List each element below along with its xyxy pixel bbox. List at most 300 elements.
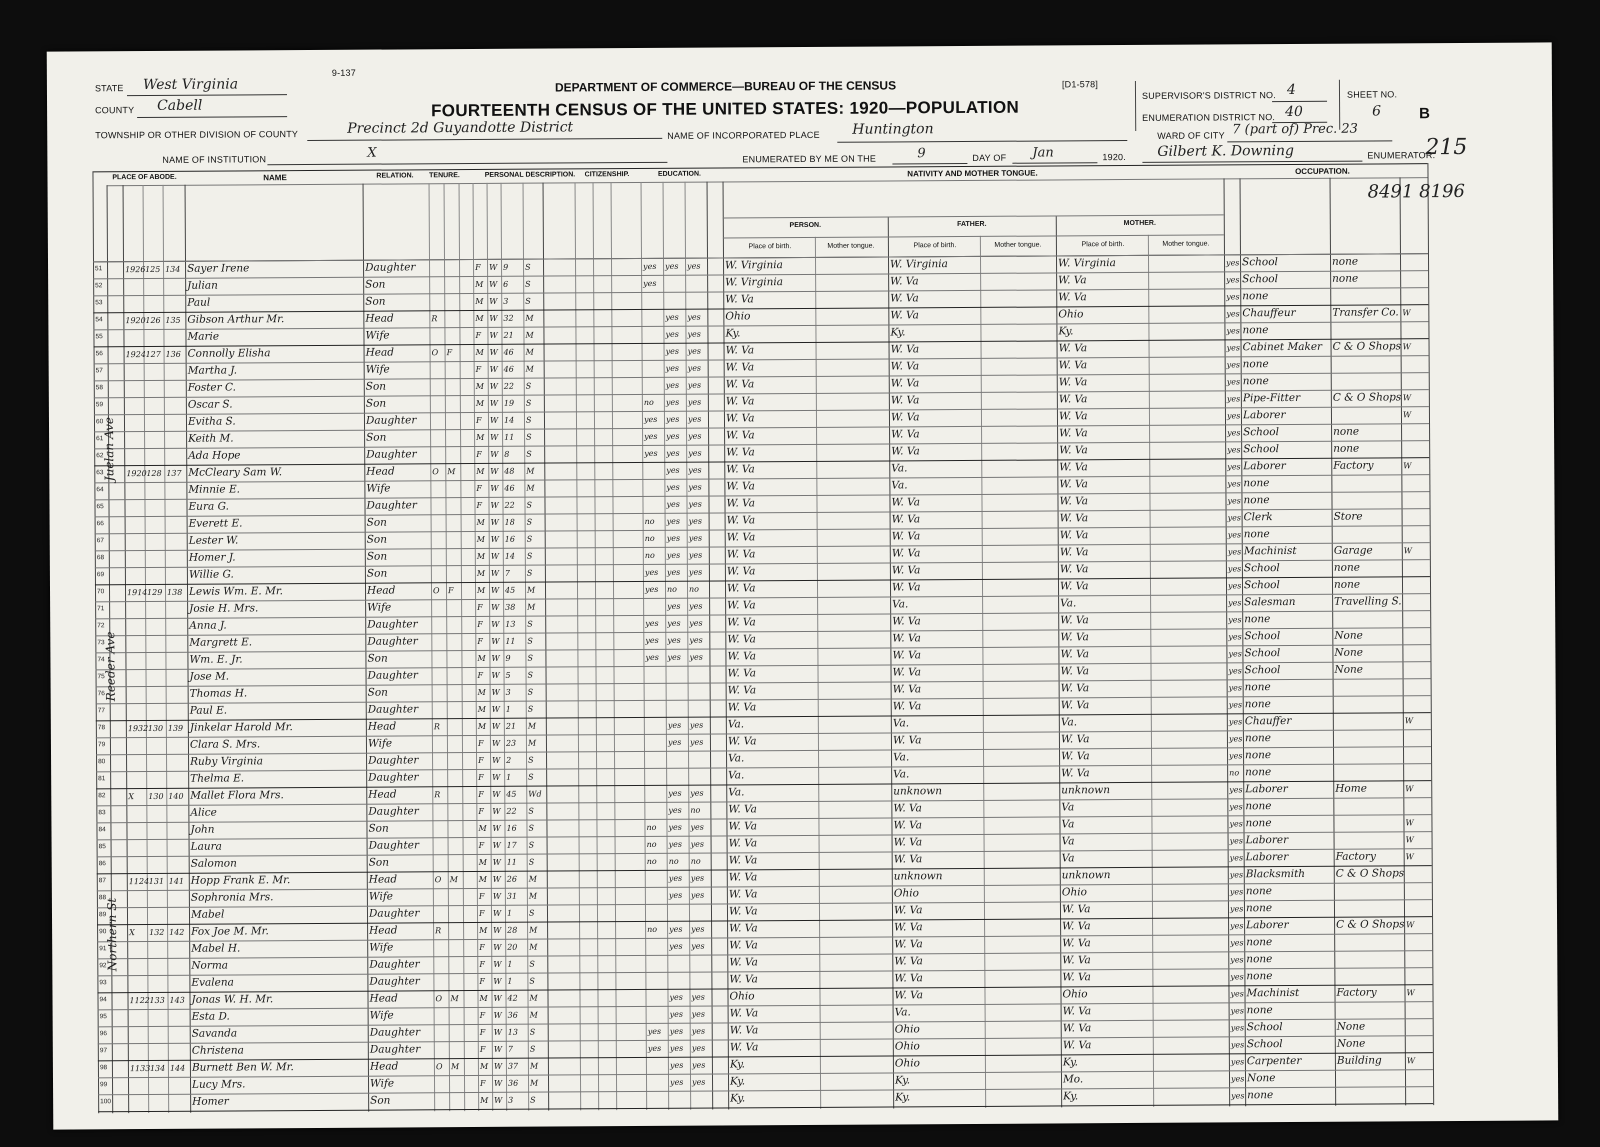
row-74-eng: yes: [1228, 649, 1242, 659]
row-74-mb: W. Va: [1060, 648, 1089, 661]
row-59-age: 19: [503, 398, 515, 408]
row-84-write: yes: [690, 822, 704, 832]
row-65-emp: [1403, 492, 1428, 507]
row-84-mar: S: [528, 823, 534, 833]
row-57-sch: [644, 361, 663, 376]
row-61-write: yes: [688, 431, 702, 441]
row-70-ind: none: [1333, 578, 1361, 591]
row-77-fb: W. Va: [892, 700, 922, 713]
row-86-mar: S: [528, 857, 535, 867]
row-80-dwell: [128, 755, 145, 770]
row-86-read: no: [668, 856, 679, 866]
row-97-fb: Ohio: [894, 1040, 920, 1053]
row-70-own: O: [432, 586, 440, 596]
row-65-pb: W. Va: [726, 497, 756, 510]
row-63-age: 48: [504, 466, 515, 476]
row-99-emp: [1407, 1070, 1432, 1085]
row-91-name: Mabel H.: [191, 942, 241, 955]
row-85-sex: F: [478, 840, 485, 850]
row-52-dwell: [125, 279, 142, 294]
row-85-rel: Daughter: [368, 839, 420, 852]
row-95-emp: [1407, 1002, 1432, 1017]
row-72-d: [147, 619, 164, 634]
row-60-eng: yes: [1226, 411, 1241, 421]
row-58-pb: W. Va: [725, 378, 755, 391]
row-90-sex: M: [479, 925, 488, 935]
row-63-n: 63: [96, 469, 104, 477]
row-92-pb: W. Va: [729, 956, 758, 969]
row-79-mort: [449, 736, 461, 751]
row-89-fb: W. Va: [893, 904, 923, 917]
row-83-trade: none: [1245, 800, 1272, 813]
row-78-sex: M: [477, 721, 487, 731]
row-92-dwell: [129, 959, 146, 974]
row-60-emp: W: [1402, 410, 1412, 420]
row-81-rel: Daughter: [368, 771, 419, 784]
row-73-trade: School: [1244, 630, 1281, 643]
township-underline: [307, 138, 662, 141]
row-100-emp: [1407, 1087, 1432, 1102]
row-74-write: yes: [689, 652, 703, 662]
row-81-pb: Va.: [728, 769, 745, 782]
row-71-f: [167, 602, 186, 617]
row-53-read: [665, 293, 684, 308]
row-74-mort: [448, 651, 460, 666]
row-67-emp: [1404, 526, 1429, 541]
row-85-fb: W. Va: [893, 836, 923, 849]
row-73-sex: F: [477, 636, 483, 646]
row-91-mort: [450, 940, 462, 955]
row-64-own: [432, 481, 444, 496]
row-70-eng: yes: [1227, 581, 1242, 591]
row-68-mar: S: [526, 551, 533, 561]
row-100-pb: Ky.: [730, 1092, 746, 1105]
row-75-trade: School: [1244, 664, 1281, 677]
row-92-write: [691, 956, 710, 971]
street-note-1: Juelan Ave: [101, 416, 117, 482]
row-90-trade: Laborer: [1246, 919, 1289, 932]
row-77-pb: W. Va: [727, 701, 757, 714]
row-67-n: 67: [96, 537, 104, 545]
row-77-dwell: [128, 704, 145, 719]
row-82-read: yes: [668, 788, 682, 798]
row-83-dwell: [128, 806, 145, 821]
sheet-value: 6: [1372, 103, 1382, 120]
form-code: [D1-578]: [1061, 79, 1099, 90]
row-84-pb: W. Va: [728, 820, 758, 833]
header-mother: MOTHER.: [1123, 219, 1156, 228]
row-59-write: yes: [687, 397, 702, 407]
row-93-pb: W. Va: [729, 973, 758, 986]
row-54-ind: Transfer Co.: [1332, 306, 1399, 319]
header-tenure: TENURE.: [429, 172, 460, 180]
row-63-write: yes: [688, 465, 702, 475]
row-81-read: [668, 769, 687, 784]
row-63-eng: yes: [1227, 462, 1241, 472]
row-55-pb: Ky.: [725, 327, 741, 340]
row-96-eng: yes: [1230, 1023, 1245, 1033]
row-89-race: W: [492, 908, 502, 918]
row-98-emp: W: [1406, 1056, 1416, 1066]
row-71-ind: Travelling S.: [1334, 595, 1402, 608]
row-53-trade: none: [1242, 290, 1269, 303]
row-78-fb: Va.: [892, 717, 910, 730]
row-76-name: Thomas H.: [189, 687, 248, 700]
row-79-trade: none: [1244, 732, 1272, 745]
row-62-pb: W. Va: [726, 446, 755, 459]
row-66-race: W: [490, 517, 499, 527]
row-79-age: 23: [505, 738, 517, 748]
row-51-n: 51: [95, 265, 103, 273]
row-84-ind: [1335, 815, 1402, 830]
row-91-emp: [1406, 934, 1431, 949]
row-68-sex: M: [476, 551, 486, 561]
row-82-rel: Head: [368, 788, 397, 801]
row-55-eng: yes: [1226, 326, 1240, 336]
row-90-read: yes: [669, 924, 683, 934]
row-75-read: [667, 667, 686, 682]
row-84-age: 16: [506, 823, 517, 833]
row-95-sex: F: [479, 1010, 486, 1020]
row-68-rel: Son: [366, 550, 388, 563]
row-97-rel: Daughter: [369, 1043, 421, 1056]
row-95-write: yes: [691, 1009, 706, 1019]
row-95-mort: [451, 1008, 463, 1023]
row-100-dwell: [130, 1095, 147, 1110]
row-90-pb: W. Va: [729, 922, 758, 935]
row-89-age: 1: [506, 908, 513, 918]
row-83-sch: [646, 803, 665, 818]
row-72-sch: yes: [645, 618, 659, 628]
row-56-eng: yes: [1226, 343, 1240, 353]
header-person-tongue: Mother tongue.: [827, 242, 875, 250]
row-74-rel: Son: [367, 652, 388, 665]
row-61-name: Keith M.: [188, 432, 234, 445]
row-59-eng: yes: [1226, 394, 1241, 404]
row-79-sch: [646, 735, 665, 750]
row-97-dwell: [130, 1044, 147, 1059]
row-66-f: [167, 517, 186, 532]
row-57-fb: W. Va: [890, 360, 920, 373]
row-57-ind: [1333, 356, 1400, 371]
row-99-ind: [1337, 1070, 1404, 1085]
row-56-n: 56: [95, 350, 103, 358]
row-100-name: Homer: [192, 1095, 229, 1108]
row-70-sch: yes: [644, 584, 659, 594]
row-73-mar: S: [527, 636, 533, 646]
row-94-rel: Head: [369, 992, 398, 1005]
row-77-name: Paul E.: [189, 704, 228, 717]
row-61-sch: yes: [644, 431, 658, 441]
row-62-rel: Daughter: [366, 448, 417, 461]
row-65-fb: W. Va: [891, 496, 921, 509]
row-83-ind: [1335, 798, 1402, 813]
row-98-ind: Building: [1336, 1054, 1382, 1067]
row-69-mar: S: [526, 568, 533, 578]
row-84-f: [168, 823, 187, 838]
row-62-f: [166, 449, 185, 464]
row-89-mar: S: [528, 908, 535, 918]
row-93-mort: [450, 974, 462, 989]
row-68-mort: [448, 549, 460, 564]
row-87-rel: Head: [368, 873, 398, 886]
row-97-trade: School: [1246, 1038, 1283, 1051]
row-59-read: yes: [665, 397, 680, 407]
row-55-d: [145, 330, 162, 345]
row-55-f: [165, 330, 184, 345]
row-70-write: no: [688, 584, 700, 594]
row-80-own: [434, 753, 446, 768]
row-62-d: [146, 449, 163, 464]
row-81-sch: [646, 769, 665, 784]
row-78-name: Jinkelar Harold Mr.: [189, 721, 293, 734]
row-71-fb: Va.: [892, 598, 909, 611]
row-97-mb: W. Va: [1062, 1039, 1092, 1052]
row-57-name: Martha J.: [187, 364, 238, 377]
row-56-sex: M: [475, 347, 484, 357]
row-98-write: yes: [691, 1060, 706, 1070]
row-54-emp: W: [1402, 308, 1411, 318]
row-76-ind: [1335, 679, 1402, 694]
row-86-mb: Va: [1061, 852, 1075, 865]
row-99-d: [150, 1078, 167, 1093]
row-73-pb: W. Va: [727, 633, 756, 646]
row-99-f: [170, 1078, 189, 1093]
row-95-name: Esta D.: [191, 1010, 230, 1023]
row-90-age: 28: [507, 925, 518, 935]
row-77-ind: [1335, 696, 1402, 711]
row-77-n: 77: [97, 707, 106, 715]
row-53-sex: M: [475, 296, 484, 306]
row-91-eng: yes: [1230, 938, 1244, 948]
row-90-race: W: [493, 925, 502, 935]
row-90-emp: W: [1406, 920, 1415, 930]
row-79-emp: [1405, 730, 1430, 745]
row-87-dwell: 1124: [128, 876, 150, 887]
row-76-mar: S: [527, 687, 534, 697]
subheader-line: [723, 214, 1224, 218]
row-72-n: 72: [97, 622, 105, 630]
row-75-own: [433, 668, 445, 683]
header-nativity: NATIVITY AND MOTHER TONGUE.: [907, 168, 1038, 179]
street-note-2: Reeder Ave: [103, 631, 118, 702]
row-58-eng: yes: [1226, 377, 1241, 387]
row-74-trade: School: [1244, 647, 1281, 660]
row-94-name: Jonas W. H. Mr.: [191, 993, 274, 1006]
row-59-f: [166, 398, 185, 413]
row-65-dwell: [126, 500, 143, 515]
row-67-sex: M: [476, 534, 485, 544]
row-59-fb: W. Va: [890, 394, 920, 407]
row-83-write: no: [690, 805, 701, 815]
row-57-age: 46: [503, 364, 514, 374]
row-94-eng: yes: [1230, 989, 1244, 999]
row-81-f: [168, 772, 187, 787]
row-71-dwell: [127, 602, 144, 617]
row-97-name: Christena: [191, 1044, 244, 1057]
row-58-race: W: [489, 381, 499, 391]
row-96-pb: W. Va: [729, 1024, 759, 1037]
row-88-ind: [1336, 883, 1403, 898]
row-68-name: Homer J.: [188, 551, 236, 564]
row-75-n: 75: [97, 673, 105, 681]
row-52-d: [145, 279, 162, 294]
row-53-mort: [446, 294, 458, 309]
row-58-mb: W. Va: [1058, 376, 1088, 389]
row-85-age: 17: [506, 840, 517, 850]
row-60-ind: [1333, 407, 1400, 422]
row-54-dwell: 1920: [125, 316, 146, 326]
row-87-n: 87: [98, 877, 107, 885]
row-83-mort: [449, 804, 461, 819]
row-100-trade: none: [1247, 1089, 1274, 1102]
row-98-race: W: [493, 1061, 503, 1071]
row-87-write: yes: [690, 873, 705, 883]
row-87-mort: M: [449, 875, 459, 885]
row-69-dwell: [127, 568, 144, 583]
row-55-sex: F: [475, 330, 482, 340]
row-93-race: W: [493, 976, 502, 986]
row-84-d: [148, 823, 165, 838]
row-85-write: yes: [690, 839, 704, 849]
row-80-trade: none: [1245, 749, 1272, 762]
row-82-sex: F: [478, 789, 484, 799]
row-97-sex: F: [479, 1044, 486, 1054]
row-70-age: 45: [504, 585, 516, 595]
row-51-ind: none: [1331, 255, 1359, 268]
row-89-write: [691, 905, 710, 920]
row-52-mar: S: [525, 279, 531, 289]
row-100-mb: Ky.: [1063, 1090, 1079, 1103]
row-64-write: yes: [688, 482, 702, 492]
header-name: NAME: [263, 173, 287, 183]
row-80-sch: [646, 752, 665, 767]
row-61-mar: S: [526, 432, 532, 442]
row-67-sch: no: [644, 533, 655, 543]
row-70-f: 138: [166, 587, 183, 597]
row-91-race: W: [493, 942, 502, 952]
row-82-ind: Home: [1335, 782, 1367, 795]
row-83-emp: [1405, 798, 1430, 813]
row-66-ind: Store: [1333, 510, 1363, 523]
row-70-name: Lewis Wm. E. Mr.: [188, 585, 284, 598]
row-89-read: [669, 905, 688, 920]
row-53-rel: Son: [365, 295, 386, 308]
row-83-name: Alice: [190, 806, 217, 819]
row-65-d: [146, 500, 163, 515]
row-61-d: [146, 432, 163, 447]
row-60-mar: S: [525, 415, 532, 425]
row-66-sex: M: [476, 517, 485, 527]
row-92-race: W: [493, 959, 502, 969]
row-54-mort: [446, 311, 458, 326]
row-62-sex: F: [476, 449, 482, 459]
row-71-sch: [645, 599, 664, 614]
row-78-write: yes: [689, 720, 704, 730]
enum-month: Jan: [1032, 145, 1054, 161]
header-citizenship: CITIZENSHIP.: [584, 171, 630, 179]
row-74-emp: [1404, 645, 1429, 660]
enum-day: 9: [917, 146, 926, 162]
row-58-d: [146, 381, 163, 396]
row-68-sch: no: [644, 550, 655, 560]
row-94-trade: Machinist: [1246, 986, 1300, 1000]
row-95-ind: [1337, 1002, 1404, 1017]
row-67-d: [147, 534, 164, 549]
row-62-read: yes: [666, 448, 680, 458]
row-51-mar: S: [525, 262, 531, 272]
row-54-f: 135: [165, 315, 181, 325]
row-100-ind: [1337, 1087, 1404, 1102]
row-95-age: 36: [507, 1010, 518, 1020]
sheet-side: B: [1419, 105, 1431, 123]
row-73-d: [147, 636, 164, 651]
row-52-fb: W. Va: [890, 275, 919, 288]
row-96-name: Savanda: [191, 1027, 238, 1040]
row-66-write: yes: [688, 516, 702, 526]
row-66-own: [433, 515, 445, 530]
row-91-dwell: [129, 942, 146, 957]
row-76-race: W: [491, 687, 500, 697]
row-87-f: 141: [168, 876, 185, 886]
row-58-own: [432, 379, 444, 394]
row-51-fb: W. Virginia: [890, 258, 948, 271]
row-94-race: W: [493, 993, 502, 1003]
row-73-rel: Daughter: [367, 635, 418, 648]
row-59-d: [146, 398, 163, 413]
row-84-dwell: [128, 823, 145, 838]
row-81-ind: [1335, 764, 1402, 779]
row-99-rel: Wife: [369, 1077, 395, 1090]
row-74-mar: S: [527, 653, 533, 663]
place-label: NAME OF INCORPORATED PLACE: [667, 129, 820, 141]
row-79-dwell: [128, 738, 145, 753]
row-68-emp: W: [1403, 546, 1413, 556]
row-98-read: yes: [669, 1060, 684, 1070]
row-79-fb: W. Va: [892, 734, 922, 747]
row-53-sch: [643, 293, 662, 308]
row-90-mb: W. Va: [1062, 920, 1091, 933]
row-86-eng: yes: [1229, 853, 1244, 863]
row-90-name: Fox Joe M. Mr.: [191, 925, 269, 938]
row-89-dwell: [129, 908, 146, 923]
row-67-fb: W. Va: [891, 530, 921, 543]
row-69-f: [167, 568, 186, 583]
census-title: FOURTEENTH CENSUS OF THE UNITED STATES: 1920—POPULATION: [431, 97, 1020, 121]
row-57-mort: [447, 362, 459, 377]
row-98-sch: [648, 1058, 667, 1073]
row-87-fb: unknown: [893, 870, 943, 883]
row-68-eng: yes: [1227, 547, 1242, 557]
row-88-mb: Ohio: [1061, 886, 1087, 899]
row-68-trade: Machinist: [1243, 544, 1297, 558]
row-61-f: [166, 432, 185, 447]
row-85-sch: no: [646, 839, 657, 849]
row-63-ind: Factory: [1333, 459, 1374, 472]
row-51-f: 134: [165, 264, 181, 274]
row-75-f: [168, 670, 187, 685]
county-underline: [137, 116, 287, 118]
row-80-d: [148, 755, 165, 770]
row-92-sch: [647, 956, 666, 971]
row-61-age: 11: [504, 432, 515, 442]
row-60-read: yes: [665, 414, 680, 424]
row-72-name: Anna J.: [189, 619, 227, 632]
row-95-own: [436, 1008, 448, 1023]
row-78-f: 139: [167, 723, 184, 733]
row-60-rel: Daughter: [365, 414, 417, 427]
row-79-rel: Wife: [367, 737, 393, 750]
